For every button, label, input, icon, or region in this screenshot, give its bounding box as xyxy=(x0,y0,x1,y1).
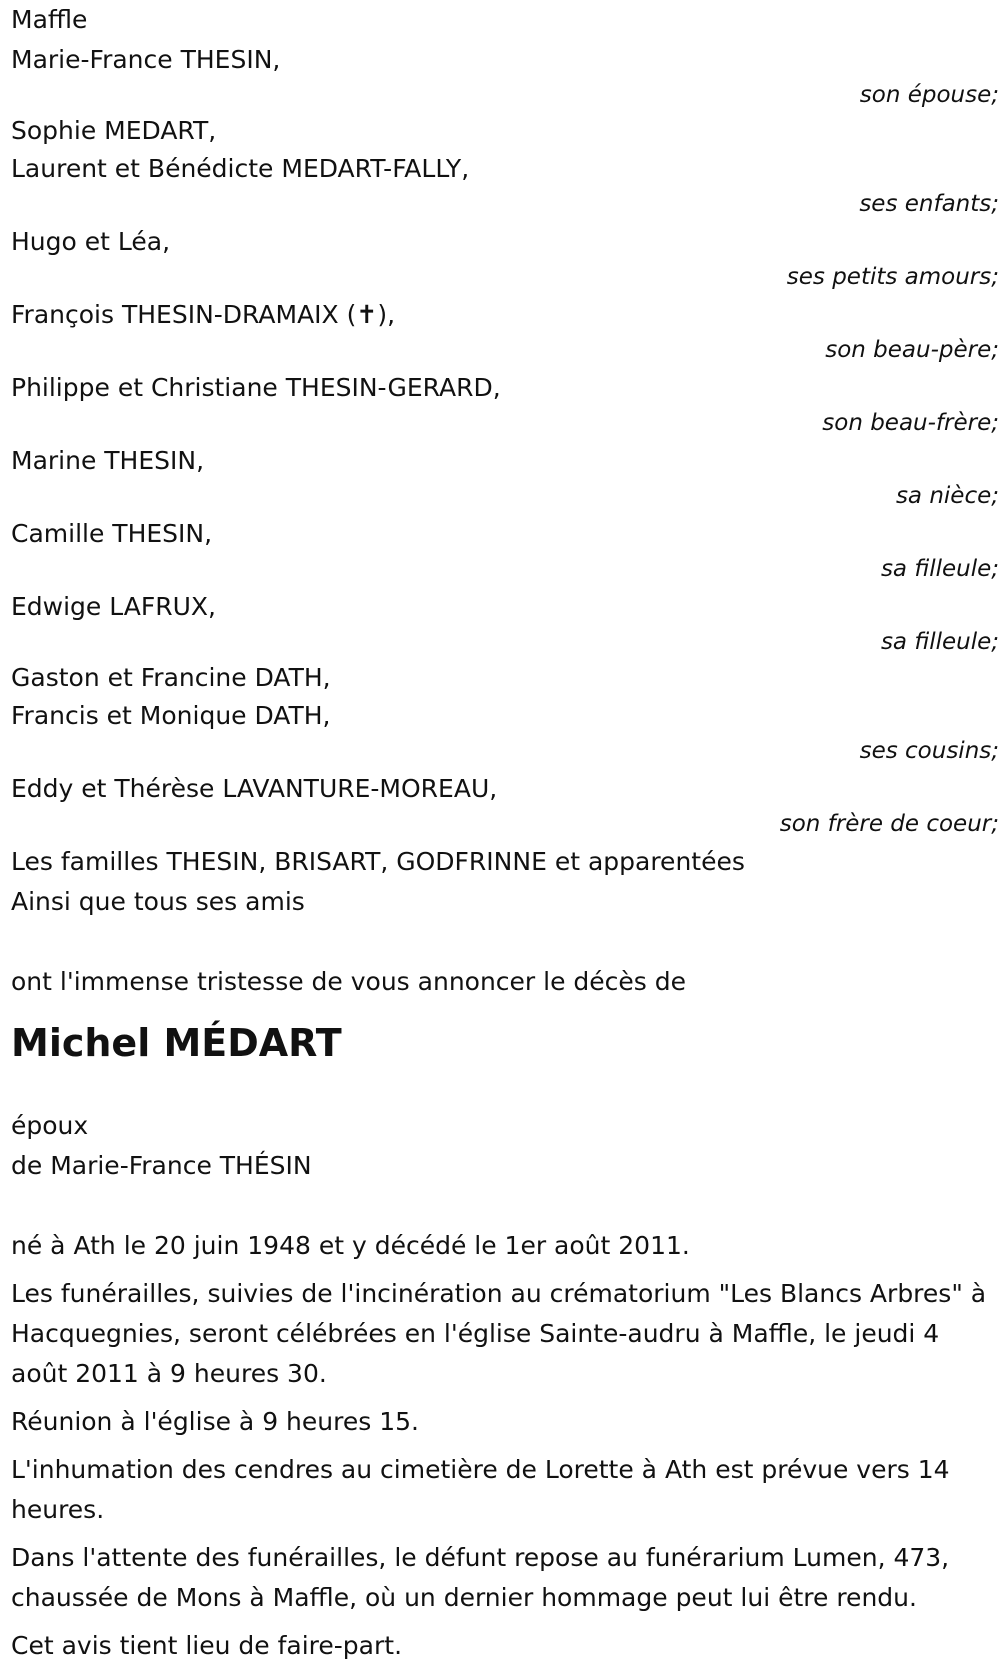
family-relation: son beau-frère; xyxy=(822,410,999,436)
family-group xyxy=(11,113,1000,219)
family-group xyxy=(11,660,1000,766)
family-group xyxy=(11,441,1000,511)
spacer xyxy=(11,922,1000,962)
family-group xyxy=(11,587,1000,657)
visitation-paragraph: Dans l'attente des funérailles, le défunt repose au funérarium Lumen, 473, chaussée de Mons à Maffle, où un dernier hommage peut lui être rendu. xyxy=(11,1543,950,1612)
family-name: Philippe et Christiane THESIN-GERARD, xyxy=(11,373,501,402)
family-name: Edwige LAFRUX, xyxy=(11,592,216,621)
gathering-paragraph: Réunion à l'église à 9 heures 15. xyxy=(11,1407,419,1436)
family-relation: son épouse; xyxy=(859,82,999,108)
family-relation: son frère de coeur; xyxy=(779,811,999,837)
families-line: Les familles THESIN, BRISART, GODFRINNE et apparentées xyxy=(11,847,745,876)
family-name: Eddy et Thérèse LAVANTURE-MOREAU, xyxy=(11,774,498,803)
family-group xyxy=(11,222,1000,292)
friends-line: Ainsi que tous ses amis xyxy=(11,887,305,916)
family-name: François THESIN-DRAMAIX (✝), xyxy=(11,300,396,329)
family-list xyxy=(11,40,1000,839)
family-relation: son beau-père; xyxy=(825,337,999,363)
family-relation: ses petits amours; xyxy=(786,264,999,290)
burial-paragraph: L'inhumation des cendres au cimetière de Lorette à Ath est prévue vers 14 heures. xyxy=(11,1455,950,1524)
notice-paragraph: Cet avis tient lieu de faire-part. xyxy=(11,1631,403,1660)
family-name: Hugo et Léa, xyxy=(11,227,171,256)
spacer xyxy=(11,1186,1000,1226)
family-group xyxy=(11,295,1000,365)
deceased-name: Michel MÉDART xyxy=(11,1021,342,1065)
family-relation: sa filleule; xyxy=(880,629,999,655)
family-relation: ses cousins; xyxy=(859,738,999,764)
announcement-text: ont l'immense tristesse de vous annoncer le décès de xyxy=(11,967,687,996)
family-relation: ses enfants; xyxy=(859,191,999,217)
funeral-paragraph: Les funérailles, suivies de l'incinération au crématorium "Les Blancs Arbres" à Hacquegnies, seront célébrées en l'église Sainte-audru à Maffle, le jeudi 4 août 2011 à 9 heures 30. xyxy=(11,1279,987,1388)
spouse-name: de Marie-France THÉSIN xyxy=(11,1151,312,1180)
family-group xyxy=(11,368,1000,438)
opening-place: Maffle xyxy=(11,5,88,34)
family-name: Marie-France THESIN, xyxy=(11,45,281,74)
family-group xyxy=(11,769,1000,839)
family-name: Gaston et Francine DATH, xyxy=(11,663,331,692)
family-name: Camille THESIN, xyxy=(11,519,213,548)
family-name: Marine THESIN, xyxy=(11,446,205,475)
family-name: Laurent et Bénédicte MEDART-FALLY, xyxy=(11,154,470,183)
family-name: Francis et Monique DATH, xyxy=(11,701,331,730)
spouse-label: époux xyxy=(11,1111,89,1140)
family-relation: sa filleule; xyxy=(880,556,999,582)
family-relation: sa nièce; xyxy=(895,483,999,509)
family-name: Sophie MEDART, xyxy=(11,116,217,145)
birth-death-paragraph: né à Ath le 20 juin 1948 et y décédé le 1er août 2011. xyxy=(11,1231,690,1260)
family-group xyxy=(11,40,1000,110)
family-group xyxy=(11,514,1000,584)
